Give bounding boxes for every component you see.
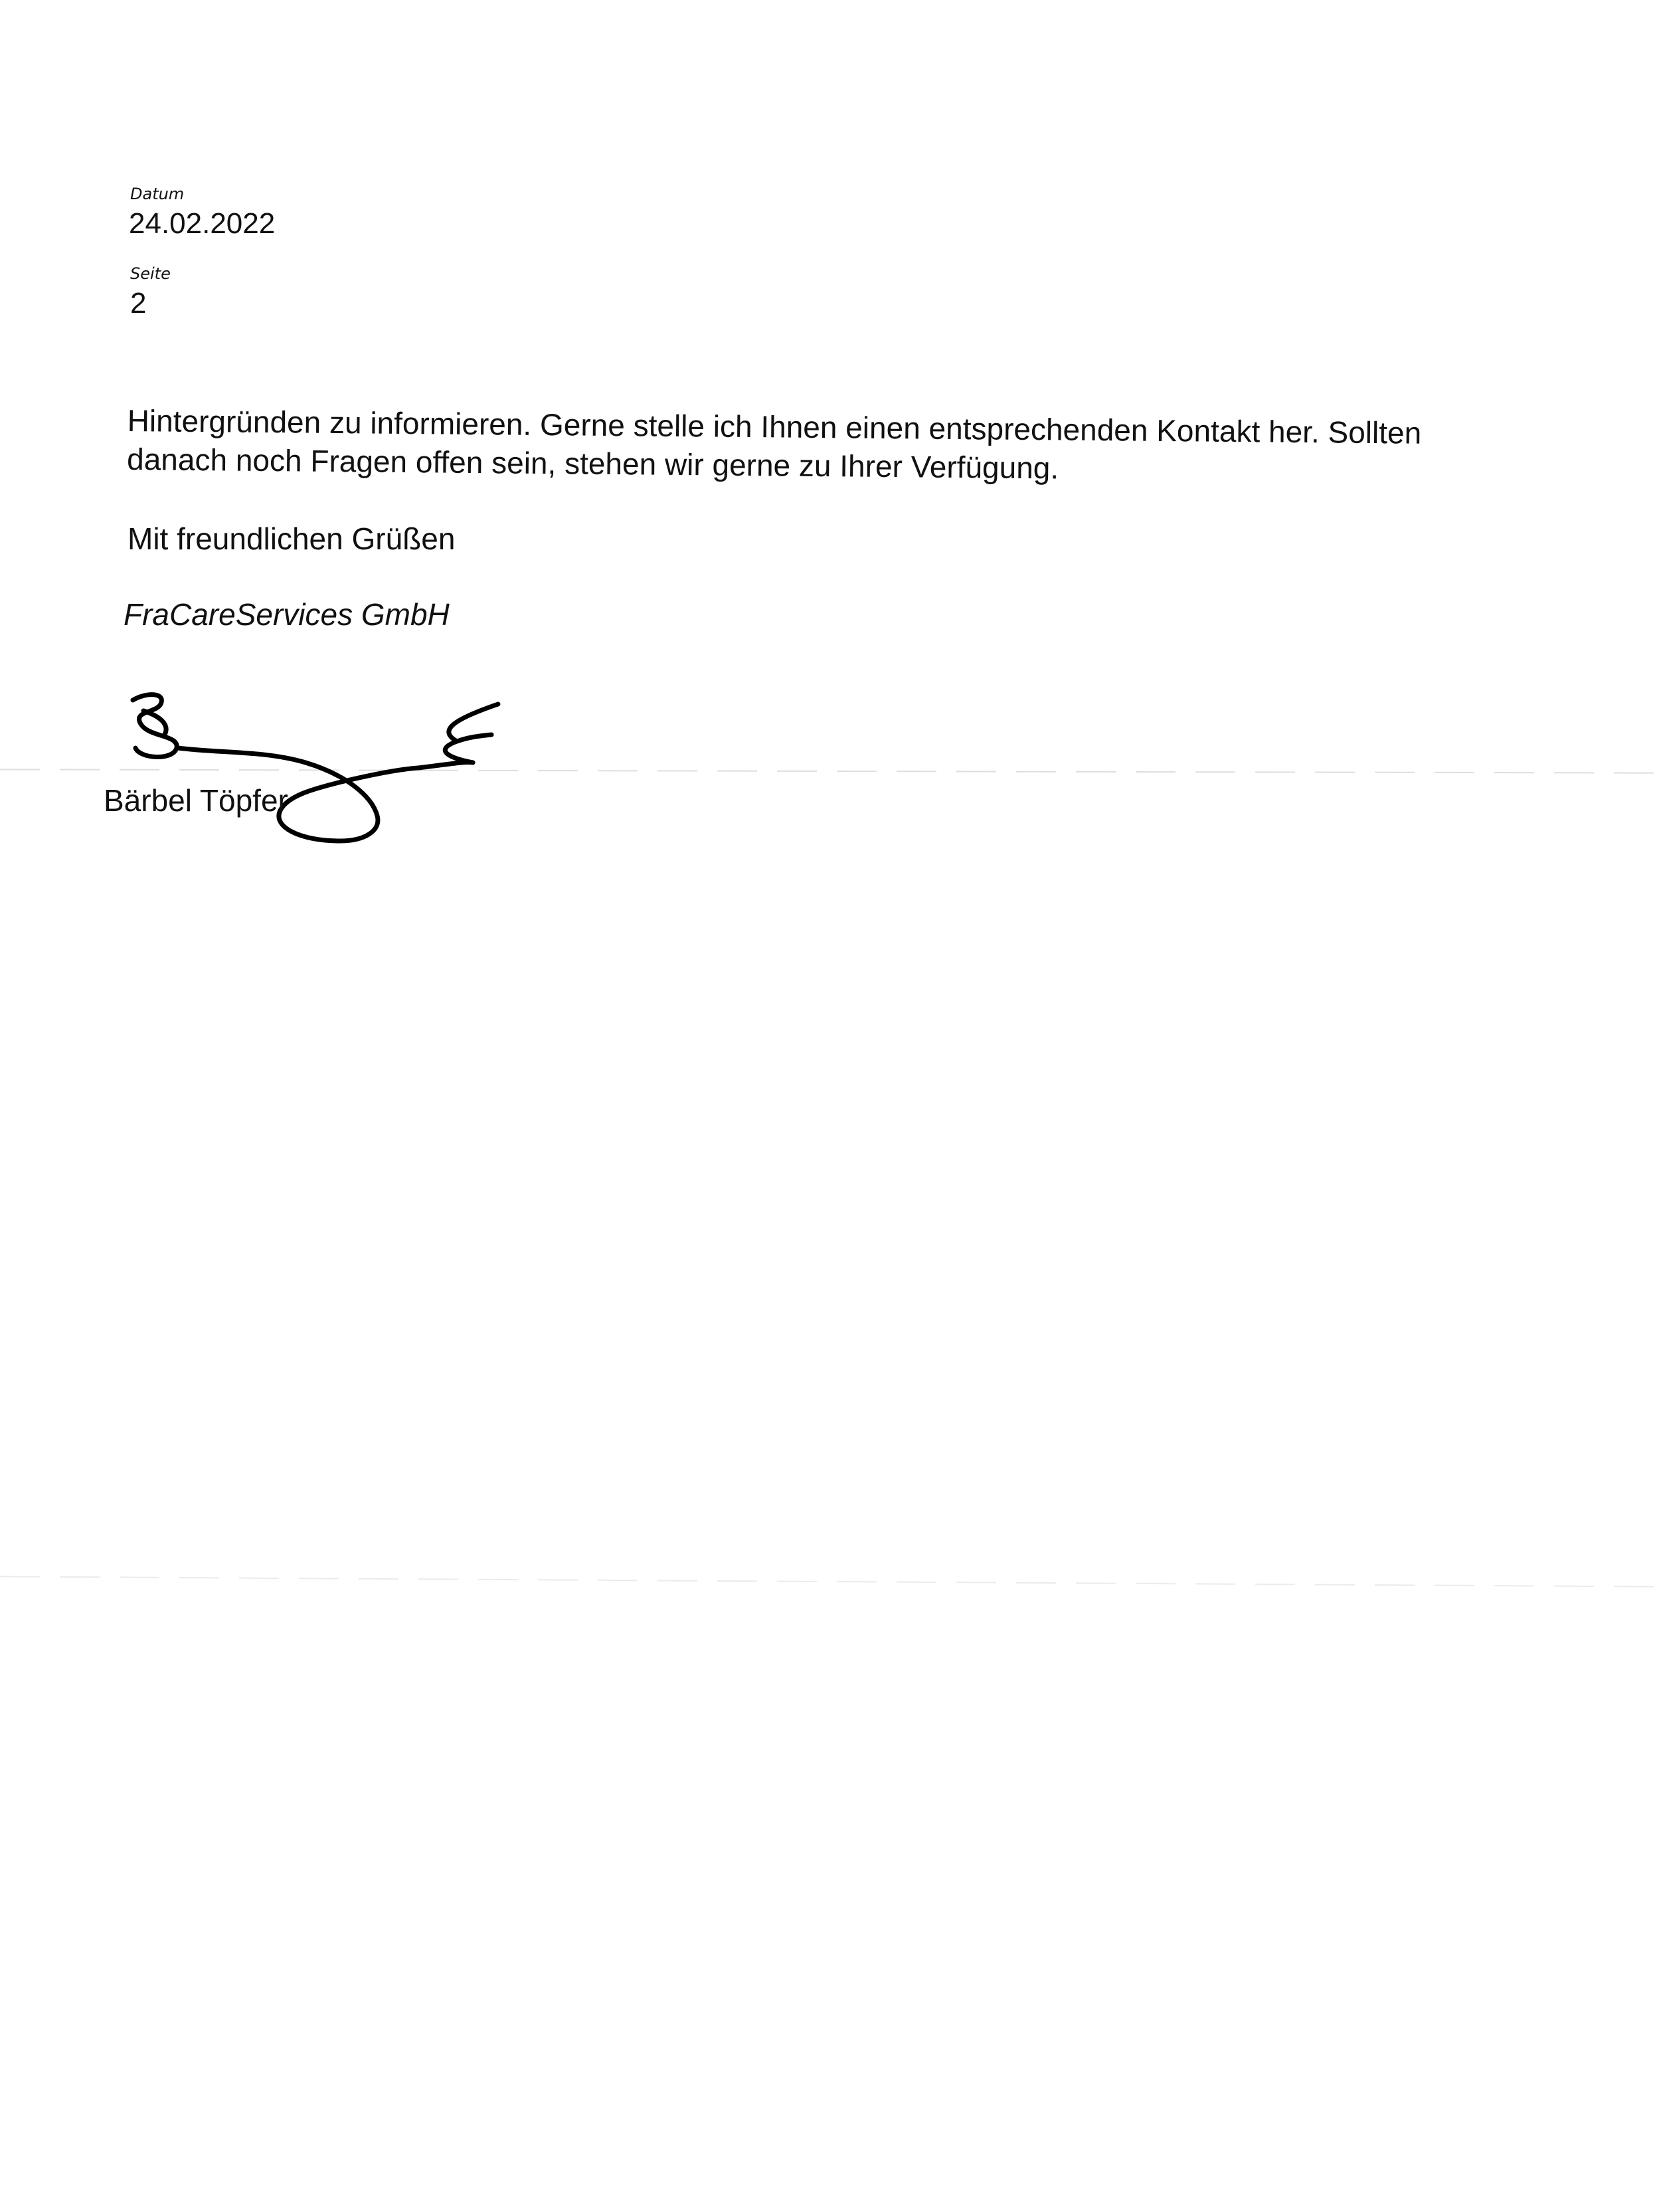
company-name: FraCareServices GmbH <box>124 597 450 632</box>
fold-line <box>0 1576 1659 1587</box>
date-value: 24.02.2022 <box>129 207 276 240</box>
closing-greeting: Mit freundlichen Grüßen <box>128 521 456 556</box>
signer-name: Bärbel Töpfer <box>104 783 288 818</box>
page-number: 2 <box>130 287 147 320</box>
page-label: Seite <box>130 264 171 283</box>
letter-body <box>127 401 1602 492</box>
body-line: danach noch Fragen offen sein, stehen wir gerne zu Ihrer Verfügung. <box>126 441 1059 486</box>
date-label: Datum <box>130 185 185 203</box>
body-line: Hintergründen zu informieren. Gerne stelle ich Ihnen einen entsprechenden Kontakt her. Sollten <box>127 403 1422 450</box>
